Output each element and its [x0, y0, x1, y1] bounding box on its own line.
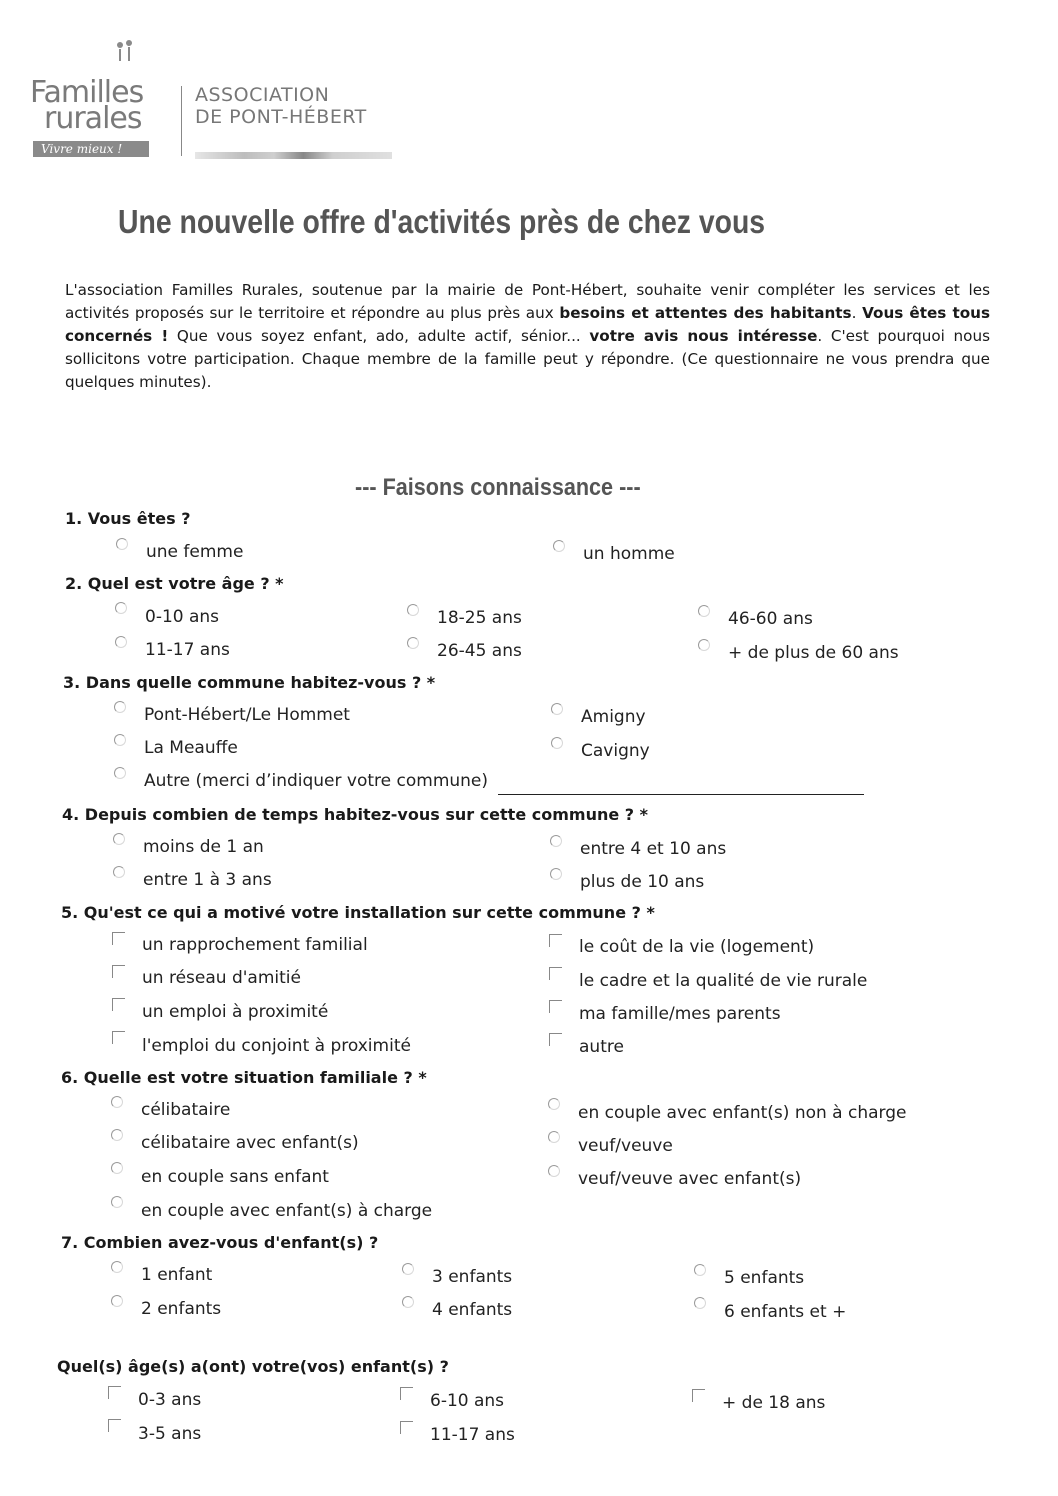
- option-pont-hebert: Pont-Hébert/Le Hommet: [144, 705, 350, 725]
- autre-commune-input[interactable]: [498, 794, 864, 795]
- radio-homme[interactable]: [553, 540, 565, 552]
- option-autre-motif: autre: [579, 1037, 624, 1057]
- radio-veuf[interactable]: [548, 1131, 560, 1143]
- radio-couple-enfants-non-charge[interactable]: [548, 1098, 560, 1110]
- option-emploi: un emploi à proximité: [142, 1002, 329, 1022]
- radio-3-enfants[interactable]: [402, 1263, 414, 1275]
- page-title: Une nouvelle offre d'activités près de chez vous: [118, 203, 766, 240]
- radio-cavigny[interactable]: [551, 737, 563, 749]
- logo-figure-icon: [112, 40, 142, 62]
- intro-text: .: [851, 304, 863, 322]
- option-1-a-3-ans: entre 1 à 3 ans: [143, 870, 272, 890]
- option-cadre-vie: le cadre et la qualité de vie rurale: [579, 971, 868, 991]
- option-plus-10-ans: plus de 10 ans: [580, 872, 705, 892]
- option-femme: une femme: [146, 542, 244, 562]
- logo-divider: [181, 86, 182, 156]
- question-4-label: 4. Depuis combien de temps habitez-vous sur cette commune ? *: [62, 805, 648, 824]
- intro-text: Que vous soyez enfant, ado, adulte actif, sénior...: [168, 327, 590, 345]
- checkbox-cout-vie[interactable]: [549, 934, 562, 947]
- checkbox-emploi[interactable]: [112, 998, 125, 1011]
- option-2-enfants: 2 enfants: [141, 1299, 222, 1319]
- question-3-label: 3. Dans quelle commune habitez-vous ? *: [63, 673, 436, 692]
- option-veuf-enfants: veuf/veuve avec enfant(s): [578, 1169, 802, 1189]
- radio-pont-hebert[interactable]: [114, 701, 126, 713]
- option-age-18-25: 18-25 ans: [437, 608, 522, 628]
- option-age-0-10: 0-10 ans: [145, 607, 220, 627]
- association-name-line2: DE PONT-HÉBERT: [195, 106, 367, 128]
- option-homme: un homme: [583, 544, 675, 564]
- option-famille: ma famille/mes parents: [579, 1004, 781, 1024]
- option-1-enfant: 1 enfant: [141, 1265, 213, 1285]
- option-4-enfants: 4 enfants: [432, 1300, 513, 1320]
- option-rapprochement: un rapprochement familial: [142, 935, 368, 955]
- option-reseau-amitie: un réseau d'amitié: [142, 968, 301, 988]
- option-age-0-3: 0-3 ans: [138, 1390, 202, 1410]
- checkbox-famille[interactable]: [549, 1000, 562, 1013]
- option-celibataire-enfants: célibataire avec enfant(s): [141, 1133, 359, 1153]
- checkbox-cadre-vie[interactable]: [549, 967, 562, 980]
- radio-4-a-10-ans[interactable]: [550, 835, 562, 847]
- checkbox-age-6-10[interactable]: [400, 1387, 413, 1400]
- radio-1-enfant[interactable]: [111, 1261, 123, 1273]
- logo-tagline: Vivre mieux !: [33, 141, 149, 157]
- radio-couple-enfants-charge[interactable]: [111, 1196, 123, 1208]
- intro-bold: Vous êtes tous concernés !: [65, 304, 990, 345]
- option-age-11-17: 11-17 ans: [430, 1425, 515, 1445]
- intro-bold: votre avis nous intéresse: [589, 327, 818, 345]
- option-celibataire: célibataire: [141, 1100, 231, 1120]
- option-age-3-5: 3-5 ans: [138, 1424, 202, 1444]
- radio-age-60-plus[interactable]: [698, 639, 710, 651]
- option-couple-enfants-non-charge: en couple avec enfant(s) non à charge: [578, 1103, 907, 1123]
- question-5-label: 5. Qu'est ce qui a motivé votre installation sur cette commune ? *: [61, 903, 655, 922]
- intro-bold: besoins et attentes des habitants: [559, 304, 852, 322]
- option-5-enfants: 5 enfants: [724, 1268, 805, 1288]
- question-7-label: 7. Combien avez-vous d'enfant(s) ?: [61, 1233, 379, 1252]
- checkbox-autre-motif[interactable]: [549, 1033, 562, 1046]
- intro-text: . C'est pourquoi nous sollicitons votre participation. Chaque membre de la famille peut y répondre. (Ce questionnaire ne vous prendra que quelques minutes).: [65, 327, 990, 391]
- option-age-26-45: 26-45 ans: [437, 641, 522, 661]
- radio-femme[interactable]: [116, 538, 128, 550]
- option-age-18-plus: + de 18 ans: [722, 1393, 826, 1413]
- option-4-a-10-ans: entre 4 et 10 ans: [580, 839, 727, 859]
- association-name-line1: ASSOCIATION: [195, 84, 330, 106]
- option-autre-commune: Autre (merci d’indiquer votre commune): [144, 771, 489, 791]
- radio-age-0-10[interactable]: [115, 602, 127, 614]
- question-1-label: 1. Vous êtes ?: [65, 509, 191, 528]
- logo-text-line1: Familles: [30, 75, 144, 110]
- radio-age-18-25[interactable]: [407, 604, 419, 616]
- option-veuf: veuf/veuve: [578, 1136, 673, 1156]
- decorative-bar: [195, 152, 392, 159]
- option-3-enfants: 3 enfants: [432, 1267, 513, 1287]
- radio-1-a-3-ans[interactable]: [113, 866, 125, 878]
- option-age-6-10: 6-10 ans: [430, 1391, 505, 1411]
- option-moins-1-an: moins de 1 an: [143, 837, 264, 857]
- question-2-label: 2. Quel est votre âge ? *: [65, 574, 284, 593]
- checkbox-emploi-conjoint[interactable]: [112, 1031, 125, 1044]
- radio-moins-1-an[interactable]: [113, 833, 125, 845]
- checkbox-rapprochement[interactable]: [112, 932, 125, 945]
- option-cout-vie: le coût de la vie (logement): [579, 937, 815, 957]
- radio-veuf-enfants[interactable]: [548, 1165, 560, 1177]
- option-age-46-60: 46-60 ans: [728, 609, 813, 629]
- radio-2-enfants[interactable]: [111, 1295, 123, 1307]
- radio-amigny[interactable]: [551, 703, 563, 715]
- option-la-meauffe: La Meauffe: [144, 738, 238, 758]
- option-couple-enfants-charge: en couple avec enfant(s) à charge: [141, 1201, 433, 1221]
- radio-age-46-60[interactable]: [698, 605, 710, 617]
- radio-couple-sans-enfant[interactable]: [111, 1162, 123, 1174]
- radio-6-enfants-plus[interactable]: [694, 1297, 706, 1309]
- logo: [30, 40, 180, 160]
- checkbox-age-11-17[interactable]: [400, 1421, 413, 1434]
- checkbox-age-0-3[interactable]: [108, 1386, 121, 1399]
- checkbox-age-3-5[interactable]: [108, 1419, 121, 1432]
- option-amigny: Amigny: [581, 707, 646, 727]
- radio-5-enfants[interactable]: [694, 1264, 706, 1276]
- radio-age-26-45[interactable]: [407, 637, 419, 649]
- question-6-label: 6. Quelle est votre situation familiale ? *: [61, 1068, 427, 1087]
- radio-la-meauffe[interactable]: [114, 734, 126, 746]
- section-title: --- Faisons connaissance ---: [355, 474, 641, 501]
- option-couple-sans-enfant: en couple sans enfant: [141, 1167, 329, 1187]
- option-age-60-plus: + de plus de 60 ans: [728, 643, 899, 663]
- option-age-11-17: 11-17 ans: [145, 640, 230, 660]
- radio-celibataire-enfants[interactable]: [111, 1129, 123, 1141]
- option-emploi-conjoint: l'emploi du conjoint à proximité: [142, 1036, 411, 1056]
- intro-text: L'association Familles Rurales, soutenue par la mairie de Pont-Hébert, souhaite venir compléter les services et les activités proposés sur le territoire et répondre au plus près aux: [65, 281, 990, 322]
- radio-autre-commune[interactable]: [114, 767, 126, 779]
- logo-text-line2: rurales: [44, 101, 142, 136]
- radio-age-11-17[interactable]: [115, 636, 127, 648]
- radio-plus-10-ans[interactable]: [550, 868, 562, 880]
- question-8-label: Quel(s) âge(s) a(ont) votre(vos) enfant(s) ?: [57, 1357, 449, 1376]
- radio-4-enfants[interactable]: [402, 1296, 414, 1308]
- checkbox-age-18-plus[interactable]: [692, 1389, 705, 1402]
- option-6-enfants-plus: 6 enfants et +: [724, 1302, 847, 1322]
- intro-paragraph: [65, 279, 990, 394]
- checkbox-reseau-amitie[interactable]: [112, 965, 125, 978]
- radio-celibataire[interactable]: [111, 1096, 123, 1108]
- option-cavigny: Cavigny: [581, 741, 650, 761]
